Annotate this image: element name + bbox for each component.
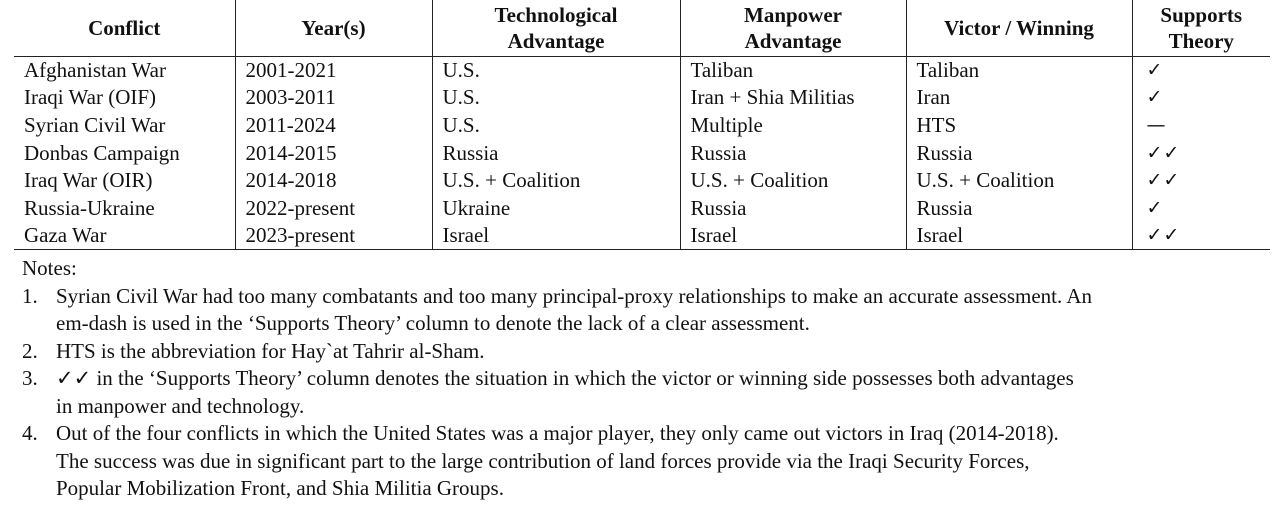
tech-advantage-cell: U.S. (432, 111, 680, 139)
note-number: 1. (22, 283, 38, 308)
manpower-advantage-cell: Iran + Shia Militias (680, 84, 906, 112)
conflict-cell: Iraqi War (OIF) (24, 85, 157, 110)
column-header-supports-theory (1132, 0, 1270, 56)
note-number: 4. (22, 421, 38, 445)
note-text-line: Out of the four conflicts in which the United States was a major player, they only came out victors in Iraq (2014-2018). (56, 421, 1059, 445)
column-header-text: Conflict (88, 15, 161, 40)
note-text-line: HTS is the abbreviation for Hay`at Tahrir al-Sham. (56, 338, 485, 363)
victor-cell: Russia (906, 139, 1132, 167)
note-item (22, 365, 1262, 420)
victor-cell: U.S. + Coalition (906, 166, 1132, 194)
manpower-advantage-cell: U.S. + Coalition (680, 166, 906, 194)
table-row (14, 84, 1270, 112)
tech-advantage-cell: U.S. + Coalition (432, 166, 680, 194)
column-header-victor (906, 0, 1132, 56)
manpower-advantage-cell: Israel (680, 222, 906, 250)
victor-cell: Russia (906, 194, 1132, 222)
note-text-line: em-dash is used in the ‘Supports Theory’ column to denote the lack of a clear assessment. (56, 311, 810, 335)
supports-theory-cell: ✓ (1132, 56, 1270, 84)
column-header-conflict (14, 0, 235, 56)
conflict-cell: Gaza War (14, 222, 235, 250)
tech-advantage-cell: U.S. (432, 84, 680, 112)
manpower-advantage-cell: Taliban (680, 56, 906, 84)
note-text-line: in manpower and technology. (56, 393, 305, 418)
notes-title: Notes: (22, 256, 77, 280)
years-cell: 2022-present (235, 194, 432, 222)
column-header-manpower-advantage (680, 0, 906, 56)
years-cell: 2011-2024 (235, 111, 432, 139)
years-cell: 2014-2015 (235, 139, 432, 167)
conflict-cell: Russia-Ukraine (24, 195, 155, 220)
column-header-text: Manpower (744, 2, 842, 27)
victor-cell: HTS (906, 111, 1132, 139)
table-row (14, 194, 1270, 222)
column-header-text: Supports (1160, 2, 1243, 27)
years-cell: 2001-2021 (235, 56, 432, 84)
tech-advantage-cell: Russia (432, 139, 680, 167)
manpower-advantage-cell: Multiple (680, 111, 906, 139)
note-text-line: Syrian Civil War had too many combatants and too many principal-proxy relationships to make an accurate assessment. An (56, 283, 1093, 308)
manpower-advantage-cell: Russia (680, 194, 906, 222)
note-number: 2. (22, 338, 38, 363)
note-item (22, 338, 1262, 366)
conflict-cell: Afghanistan War (24, 58, 166, 83)
supports-theory-cell: ✓ (1132, 84, 1270, 112)
column-header-years (235, 0, 432, 56)
manpower-advantage-cell: Russia (680, 139, 906, 167)
column-header-text: Theory (1168, 28, 1234, 53)
supports-theory-cell: ✓✓ (1132, 139, 1270, 167)
tech-advantage-cell: Ukraine (432, 194, 680, 222)
table-row (14, 139, 1270, 167)
table-body (14, 56, 1270, 249)
supports-theory-cell: ✓ (1132, 194, 1270, 222)
note-item (22, 283, 1262, 338)
column-header-text: Advantage (507, 28, 605, 53)
note-text-line: Popular Mobilization Front, and Shia Militia Groups. (56, 476, 504, 500)
notes-section (22, 255, 1262, 503)
conflict-cell: Iraq War (OIR) (24, 168, 153, 193)
note-text-line: ✓✓ in the ‘Supports Theory’ column denotes the situation in which the victor or winning side possesses both advantages (56, 366, 1074, 390)
notes-list (22, 283, 1262, 503)
note-number: 3. (22, 366, 38, 390)
table-row (14, 166, 1270, 194)
victor-cell: Iran (906, 84, 1132, 112)
supports-theory-cell: — (1132, 111, 1270, 139)
supports-theory-cell: ✓✓ (1132, 166, 1270, 194)
years-cell: 2003-2011 (235, 84, 432, 112)
table-row (14, 56, 1270, 84)
column-header-text: Technological (494, 2, 618, 27)
tech-advantage-cell: U.S. (432, 56, 680, 84)
years-cell: 2023-present (235, 222, 432, 250)
table-row (14, 111, 1270, 139)
victor-cell: Taliban (906, 56, 1132, 84)
column-header-text: Victor / Winning (944, 15, 1094, 40)
supports-theory-cell: ✓✓ (1132, 222, 1270, 250)
years-cell: 2014-2018 (235, 166, 432, 194)
conflicts-table (14, 0, 1270, 250)
column-header-text: Year(s) (301, 15, 366, 40)
tech-advantage-cell: Israel (432, 222, 680, 250)
column-header-technological-advantage (432, 0, 680, 56)
table-header-row (14, 0, 1270, 56)
note-item (22, 420, 1262, 503)
note-text-line: The success was due in significant part to the large contribution of land forces provide via the Iraqi Security Forces, (56, 448, 1030, 473)
column-header-text: Advantage (744, 28, 842, 53)
conflict-cell: Donbas Campaign (24, 140, 180, 165)
table-row (14, 222, 1270, 250)
victor-cell: Israel (906, 222, 1132, 250)
conflict-cell: Syrian Civil War (24, 112, 166, 137)
